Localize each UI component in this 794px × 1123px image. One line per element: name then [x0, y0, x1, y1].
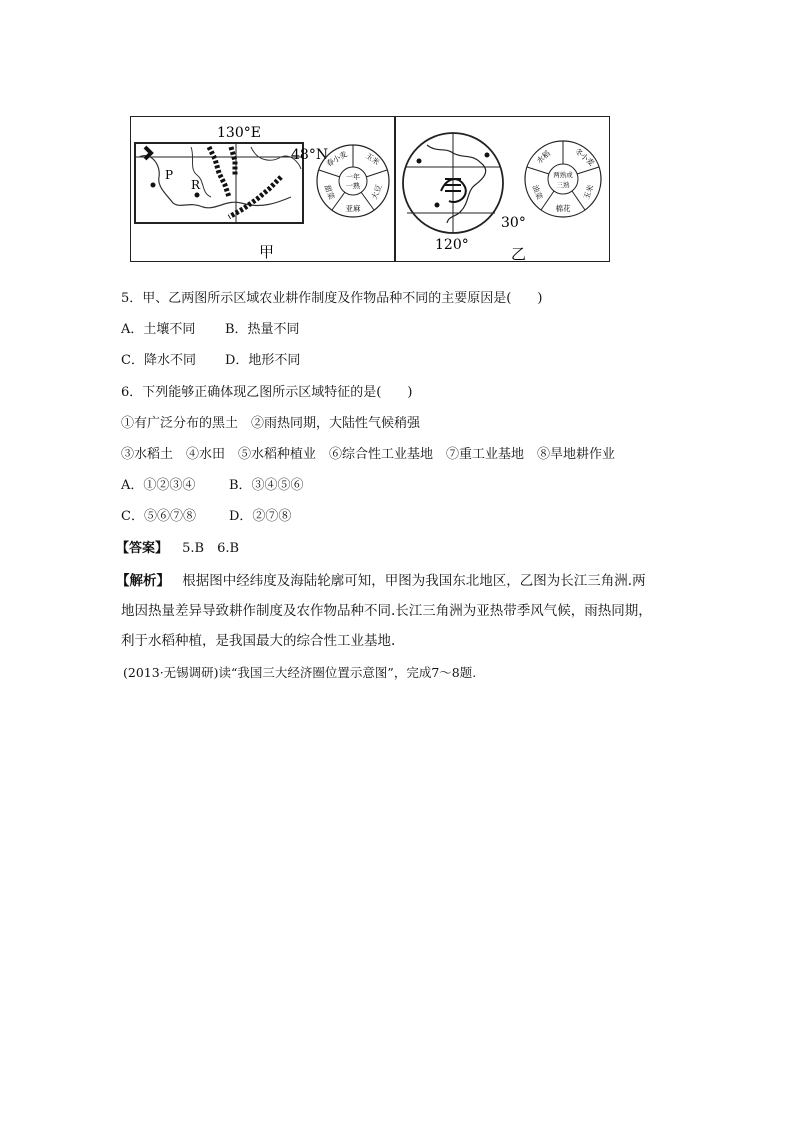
q6-option-c: C．⑤⑥⑦⑧ — [121, 509, 196, 524]
point-r-dot — [195, 193, 200, 198]
q5-stem: 5．甲、乙两图所示区域农业耕作制度及作物品种不同的主要原因是( ) — [121, 291, 543, 306]
analysis-text-1: 根据图中经纬度及海陆轮廓可知，甲图为我国东北地区，乙图为长江三角洲.两 — [182, 573, 646, 589]
q6-items-line-1: ①有广泛分布的黑土 ②雨热同期，大陆性气候稍强 — [121, 416, 421, 431]
jia-wheel-sector-2: 玉米 — [363, 150, 382, 167]
jia-lat-label: 48°N — [291, 147, 329, 163]
yi-wheel-sector-4: 棉花 — [555, 204, 571, 213]
jia-wheel-sector-5: 甜菜 — [322, 183, 337, 201]
q5-option-c: C．降水不同 — [121, 353, 196, 368]
yi-wheel-center-1: 两熟或 — [553, 171, 573, 179]
jia-wheel-center-2: 一熟 — [346, 182, 360, 190]
next-question-intro: (2013·无锡调研)读“我国三大经济圈位置示意图”，完成7～8题. — [123, 665, 477, 680]
yi-wheel-sector-2: 冬小麦 — [573, 146, 597, 168]
jia-wheel-sector-1: 春小麦 — [324, 149, 349, 169]
q6-items-line-2: ③水稻土 ④水田 ⑤水稻种植业 ⑥综合性工业基地 ⑦重工业基地 ⑧旱地耕作业 — [121, 447, 616, 462]
yi-map — [403, 133, 503, 233]
point-p-dot — [151, 183, 156, 188]
map-figure — [130, 116, 610, 262]
q6-options-row-2 — [121, 508, 291, 526]
jia-wheel-sector-4: 亚麻 — [345, 204, 361, 213]
yi-wheel-sector-5: 油菜 — [530, 183, 545, 201]
jia-wheel-sector-3: 大豆 — [369, 183, 384, 201]
jia-lon-label: 130°E — [217, 125, 261, 141]
jia-caption: 甲 — [259, 243, 275, 261]
analysis-line-3: 利于水稻种植，是我国最大的综合性工业基地. — [121, 633, 396, 649]
analysis-line-1 — [116, 572, 646, 590]
q5-options-row-2 — [121, 352, 300, 370]
yi-wheel-sector-3: 玉米 — [581, 183, 596, 201]
q5-options-row-1 — [121, 321, 300, 339]
answer-line — [116, 540, 239, 558]
answer-text: 5.B 6.B — [182, 541, 240, 556]
q5-option-d: D．地形不同 — [225, 353, 301, 368]
yi-wheel-center-2: 三熟 — [556, 181, 570, 189]
q6-stem: 6．下列能够正确体现乙图所示区域特征的是( ) — [121, 385, 413, 400]
q5-option-a: A．土壤不同 — [121, 322, 196, 337]
analysis-line-2: 地因热量差异导致耕作制度及农作物品种不同.长江三角洲为亚热带季风气候，雨热同期， — [121, 603, 652, 619]
q6-option-a: A．①②③④ — [121, 478, 196, 493]
jia-mountain-range-2 — [231, 147, 235, 175]
figure-drawing — [131, 117, 611, 263]
yi-lat-label: 30° — [501, 215, 526, 231]
q6-option-b: B．③④⑤⑥ — [229, 478, 304, 493]
q5-option-b: B．热量不同 — [225, 322, 300, 337]
analysis-label: 【解析】 — [116, 573, 170, 589]
point-p-label: P — [165, 168, 174, 182]
q6-options-row-1 — [121, 477, 304, 495]
jia-wheel-center-1: 一年 — [346, 173, 360, 181]
jia-mountain-range — [209, 147, 229, 197]
answer-label: 【答案】 — [116, 541, 169, 556]
yi-wheel-sector-1: 水稻 — [534, 148, 553, 166]
point-r-label: R — [191, 178, 201, 192]
jia-mountain-range-3 — [229, 177, 281, 217]
q6-option-d: D．②⑦⑧ — [229, 509, 292, 524]
yi-caption: 乙 — [511, 245, 527, 263]
yi-lon-label: 120° — [435, 237, 469, 253]
